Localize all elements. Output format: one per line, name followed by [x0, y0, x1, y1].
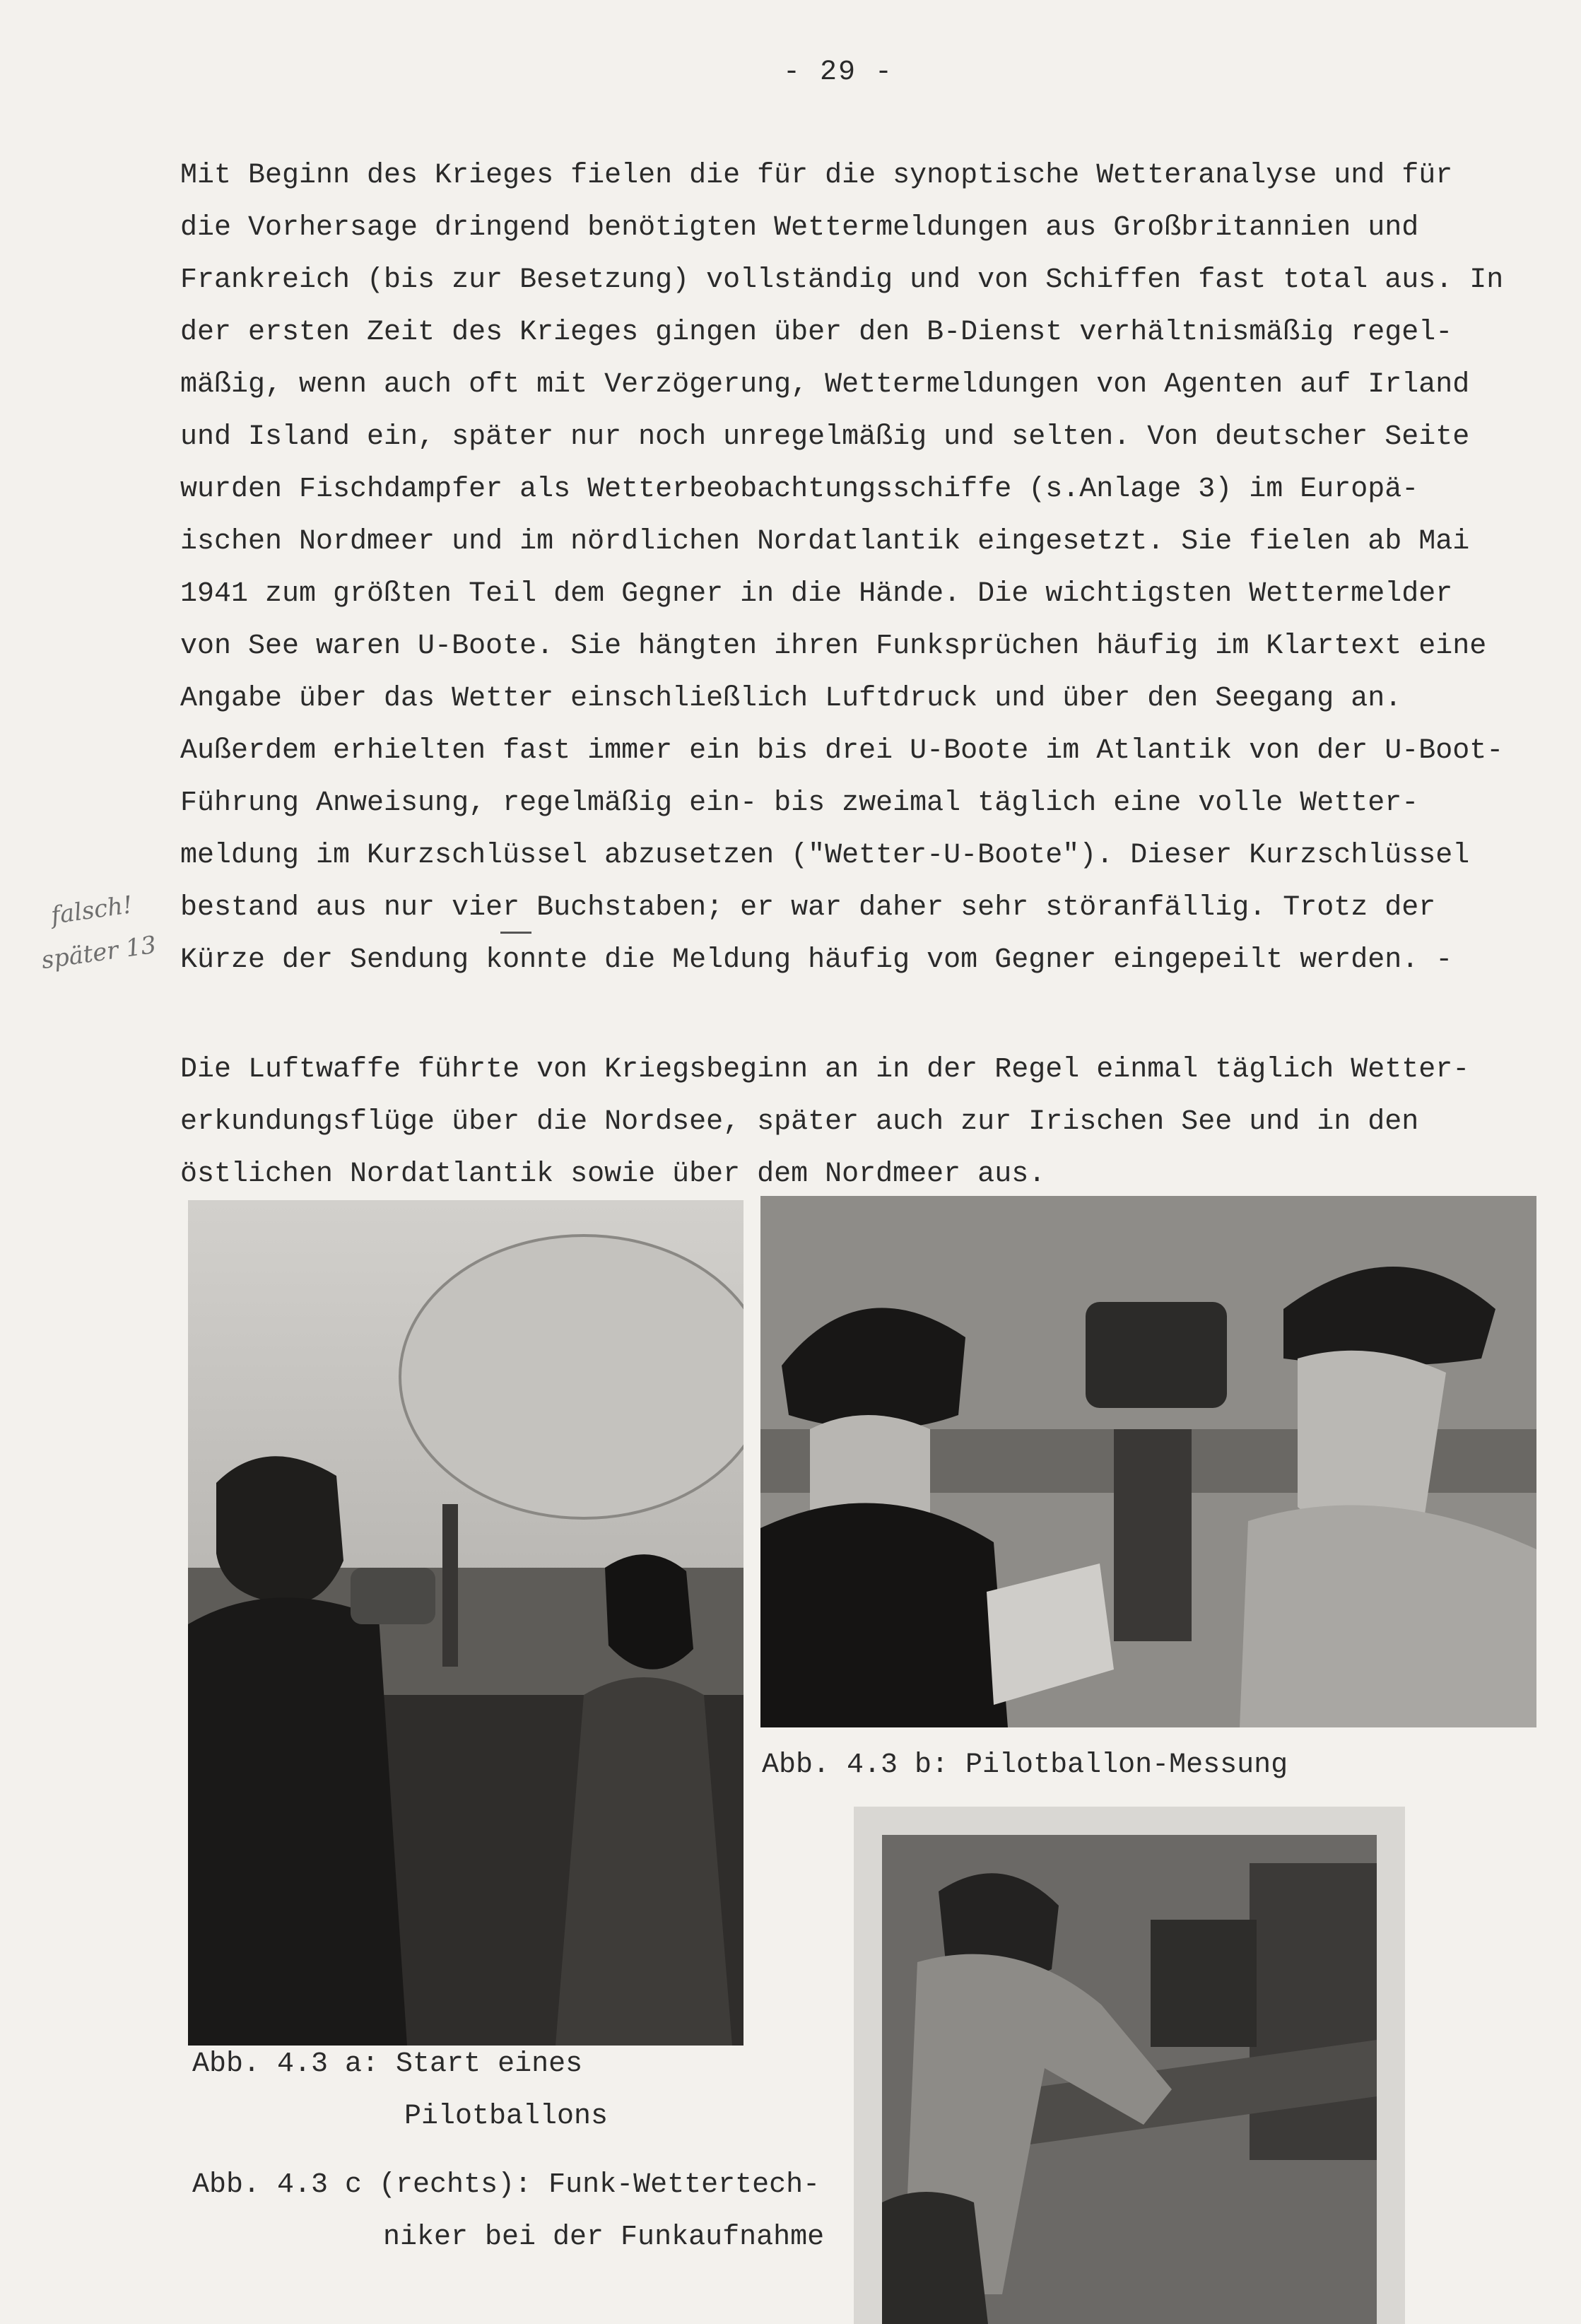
text-line: von See waren U-Boote. Sie hängten ihren Funksprüchen häufig im Klartext eine	[180, 630, 1487, 662]
text-line: östlichen Nordatlantik sowie über dem Nordmeer aus.	[180, 1158, 1046, 1190]
paragraph-luftwaffe-flights	[180, 1044, 1541, 1201]
figure-a-caption-continued: Pilotballons	[404, 2101, 609, 2132]
text-line: und Island ein, später nur noch unregelmäßig und selten. Von deutscher Seite	[180, 421, 1470, 453]
figure-a-caption: Abb. 4.3 a: Start eines	[192, 2048, 583, 2080]
text-line: 1941 zum größten Teil dem Gegner in die Hände. Die wichtigsten Wettermelder	[180, 578, 1453, 610]
photo-pilot-balloon-measurement	[760, 1196, 1536, 1727]
text-line: meldung im Kurzschlüssel abzusetzen ("Wetter-U-Boote"). Dieser Kurzschlüssel	[180, 840, 1470, 872]
text-line: ischen Nordmeer und im nördlichen Nordatlantik eingesetzt. Sie fielen ab Mai	[180, 526, 1470, 558]
photo-radio-weather-technician-image	[854, 1807, 1405, 2324]
text-line: mäßig, wenn auch oft mit Verzögerung, Wettermeldungen von Agenten auf Irland	[180, 369, 1470, 401]
text-line: die Vorhersage dringend benötigten Wettermeldungen aus Großbritannien und	[180, 212, 1419, 244]
text-line: wurden Fischdampfer als Wetterbeobachtungsschiffe (s.Anlage 3) im Europä-	[180, 474, 1419, 505]
text-line: Außerdem erhielten fast immer ein bis drei U-Boote im Atlantik von der U-Boot-	[180, 735, 1504, 767]
handwritten-margin-note: falsch!	[49, 891, 135, 930]
text-line: erkundungsflüge über die Nordsee, später auch zur Irischen See und in den	[180, 1106, 1419, 1138]
text-line: Frankreich (bis zur Besetzung) vollständig und von Schiffen fast total aus. In	[180, 264, 1504, 296]
text-line: Angabe über das Wetter einschließlich Luftdruck und über den Seegang an.	[180, 683, 1402, 715]
photo-pilot-balloon-start	[188, 1200, 744, 2046]
text-line: Die Luftwaffe führte von Kriegsbeginn an in der Regel einmal täglich Wetter-	[180, 1054, 1470, 1086]
paragraph-weather-reports	[180, 150, 1541, 987]
figure-c-caption-continued: niker bei der Funkaufnahme	[383, 2222, 825, 2253]
photo-pilot-balloon-start-image	[188, 1200, 744, 2046]
handwritten-margin-note: später 13	[40, 930, 158, 975]
text-line: Kürze der Sendung konnte die Meldung häufig vom Gegner eingepeilt werden. -	[180, 944, 1453, 976]
page-number: - 29 -	[783, 57, 894, 88]
text-line: bestand aus nur vier Buchstaben; er war daher sehr störanfällig. Trotz der	[180, 892, 1436, 924]
handwritten-underline	[500, 932, 531, 934]
figure-c-caption: Abb. 4.3 c (rechts): Funk-Wettertech-	[192, 2169, 821, 2201]
photo-pilot-balloon-measurement-image	[760, 1196, 1536, 1727]
text-line: der ersten Zeit des Krieges gingen über den B-Dienst verhältnismäßig regel-	[180, 317, 1453, 348]
text-line: Mit Beginn des Krieges fielen die für die synoptische Wetteranalyse und für	[180, 160, 1453, 192]
figure-b-caption: Abb. 4.3 b: Pilotballon-Messung	[762, 1749, 1288, 1781]
photo-radio-weather-technician	[854, 1807, 1405, 2324]
text-line: Führung Anweisung, regelmäßig ein- bis zweimal täglich eine volle Wetter-	[180, 787, 1419, 819]
